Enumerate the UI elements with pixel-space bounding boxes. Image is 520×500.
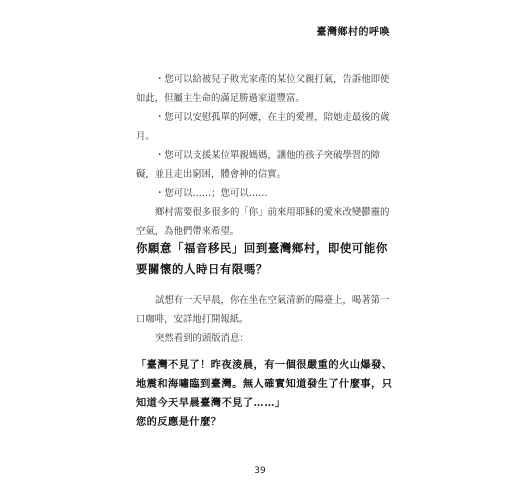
scenario-paragraph: 試想有一天早晨，你在坐在空氣清新的陽臺上，喝著第一口咖啡，安詳地打開報紙。 <box>136 295 390 325</box>
bullet-item: ・您可以給被兒子敗光家產的某位父親打氣，告訴他即使如此，但屬主生命的滿足勝過家道豐富。 <box>136 74 390 104</box>
running-header: 臺灣鄉村的呼喚 <box>316 27 390 38</box>
news-quote: 「臺灣不見了！昨夜淩晨，有一個很嚴重的火山爆發、地震和海嘯臨到臺灣。無人確實知道發生了什麼事，只知道今天早晨臺灣不見了……」 <box>136 359 393 409</box>
quote-question: 您的反應是什麼？ <box>136 416 222 428</box>
bullet-list <box>136 70 396 241</box>
bullet-item: ・您可以支援某位單親媽媽，讓他的孩子突破學習的障礙，並且走出窮困，體會神的信實。 <box>136 150 381 180</box>
scenario-paragraph: 突然看到的頭版消息： <box>155 333 249 344</box>
bullet-item: ・您可以……；您可以…… <box>155 188 268 199</box>
scenario-text <box>136 291 396 348</box>
bullet-item: ・您可以安慰孤單的阿嬤，在主的愛裡，陪她走最後的歲月。 <box>136 112 390 142</box>
quote-block <box>136 356 398 432</box>
question-heading: 你願意「福音移民」回到臺灣鄉村，即使可能你要關懷的人時日有限嗎？ <box>136 241 388 276</box>
closing-paragraph: 鄉村需要很多很多的「你」前來用耶穌的愛來改變鬰靈的空氣，為他們帶來希望。 <box>136 207 390 237</box>
page-number: 39 <box>254 466 266 476</box>
